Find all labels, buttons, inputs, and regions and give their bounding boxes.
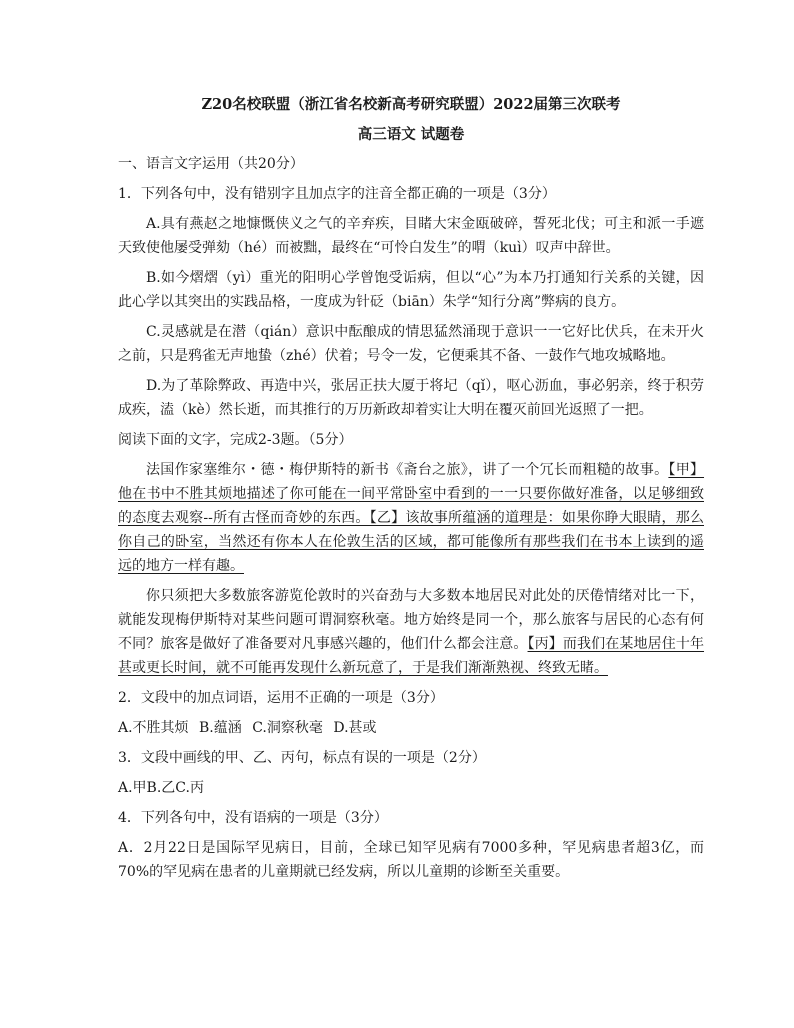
- passage-paragraph-1: [118, 458, 704, 578]
- question-2-option-b: B.蕴涵: [199, 720, 242, 736]
- question-4-stem: 4．下列各句中，没有语病的一项是（3分）: [118, 810, 388, 826]
- passage-p2-lead: 你只须把大多数旅客游览伦敦时的兴奋劲与大多数本地居民对此处的厌倦情绪对比一下，就能发现梅伊斯特对某些问题可谓洞察秋毫。地方始终是同一个，那么旅客与居民的心态有何不同？旅客是做好了准备要对凡事感兴趣的，他们什么都会注意。: [118, 588, 704, 652]
- question-1-option-a: A.具有燕赵之地慷慨侠义之气的辛弃疾，目睹大宋金瓯破碎，誓死北伐；可主和派一手遮天致使他屡受弹劾（hé）而被黜，最终在“可怜白发生”的喟（kuì）叹声中辞世。: [118, 216, 704, 256]
- question-1-option-b: B.如今熠熠（yì）重光的阳明心学曾饱受诟病，但以“心”为本乃打通知行关系的关键，因此心学以其突出的实践品格，一度成为针砭（biān）朱学“知行分离”弊病的良方。: [118, 270, 704, 310]
- exam-subtitle: 高三语文 试题卷: [357, 126, 465, 143]
- question-1-stem: 1．下列各句中，没有错别字且加点字的注音全都正确的一项是（3分）: [118, 186, 556, 202]
- passage-p1-lead: 法国作家塞维尔・德・梅伊斯特的新书《斋台之旅》，讲了一个冗长而粗糙的故事。: [146, 462, 669, 478]
- question-2-option-c: C.洞察秋毫: [252, 720, 323, 736]
- question-2-option-a: A.不胜其烦: [118, 720, 189, 736]
- question-3-options: A.甲B.乙C.丙: [118, 780, 204, 796]
- passage-p1-underlined: 【甲】他在书中不胜其烦地描述了你可能在一间平常卧室中看到的一一只要你做好准备，以足够细致的态度去观察--所有古怪而奇妙的东西。【乙】该故事所蕴涵的道理是：如果你睁大眼睛，那么你自己的卧室，当然还有你本人在伦敦生活的区域，都可能像所有那些我们在书本上读到的遥远的地方一样有趣。: [118, 462, 705, 574]
- section-heading: 一、语言文字运用（共20分）: [118, 156, 304, 172]
- question-1-option-d: D.为了革除弊政、再造中兴，张居正扶大厦于将圮（qǐ），呕心沥血，事必躬亲，终于积劳成疾，溘（kè）然长逝，而其推行的万历新政却着实让大明在覆灭前回光返照了一把。: [118, 378, 704, 418]
- question-3-stem: 3．文段中画线的甲、乙、丙句，标点有误的一项是（2分）: [118, 750, 486, 766]
- question-2-options: [118, 716, 704, 740]
- question-2-stem: 2．文段中的加点词语，运用不正确的一项是（3分）: [118, 690, 444, 706]
- passage-p2-underlined: 【丙】而我们在某地居住十年甚或更长时间，就不可能再发现什么新玩意了，于是我们渐渐熟视、终致无睹。: [118, 636, 705, 676]
- question-2-option-d: D.甚或: [333, 720, 377, 736]
- exam-title: Z20名校联盟（浙江省名校新高考研究联盟）2022届第三次联考: [201, 96, 621, 113]
- question-4-option-a: A．2月22日是国际罕见病日，目前，全球已知罕见病有7000多种，罕见病患者超3亿，而70%的罕见病在患者的儿童期就已经发病，所以儿童期的诊断至关重要。: [118, 840, 704, 880]
- reading-intro: 阅读下面的文字，完成2-3题。（5分）: [118, 432, 353, 448]
- passage-paragraph-2: [118, 584, 704, 680]
- question-1-option-c: C.灵感就是在潜（qián）意识中酝酿成的情思猛然涌现于意识一一它好比伏兵，在未开火之前，只是鸦雀无声地蛰（zhé）伏着；号令一发，它便乘其不备、一鼓作气地攻城略地。: [118, 324, 704, 364]
